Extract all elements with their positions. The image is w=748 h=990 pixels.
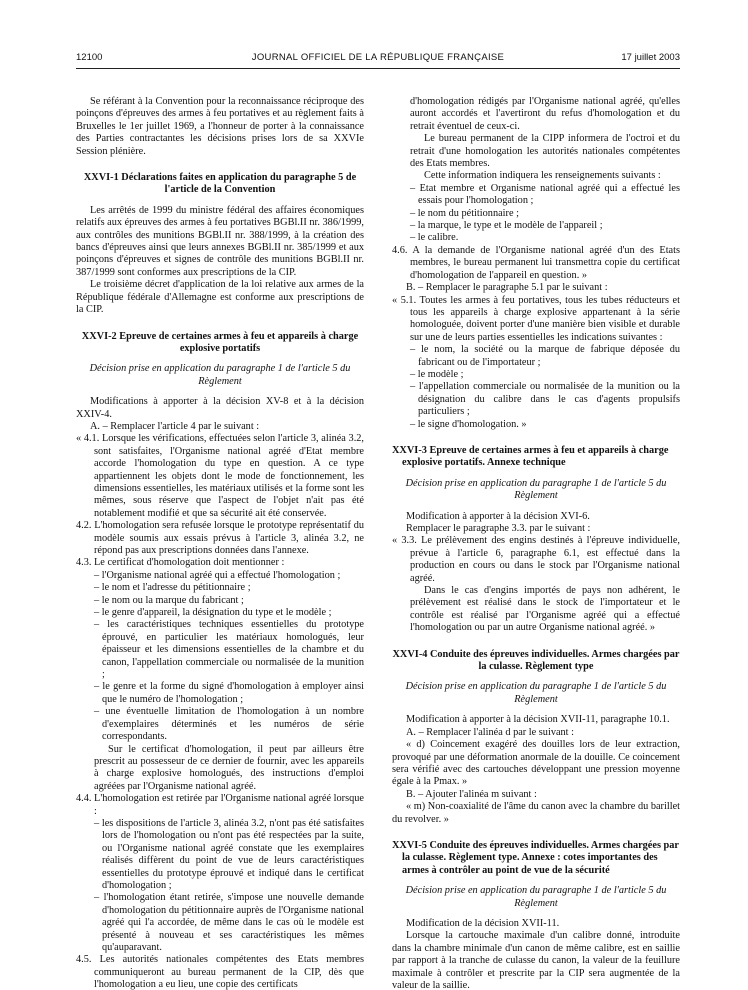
- article-4-5-continued: d'homologation rédigés par l'Organisme national agréé, qu'elles auront accordés et l'avertiront du refus d'homologation et du retrait éventuel de ceux-ci.: [410, 96, 680, 132]
- intro-paragraph: Se référant à la Convention pour la reconnaissance réciproque des poinçons d'épreuves des armes à feu portatives et au règlement faits à Bruxelles le 1er juillet 1969, a l'honneur de porter à la connaissance des Parties contractantes les décisions prises lors de sa XXVIe Session plénière.: [76, 96, 364, 157]
- s5-decision-note: Décision prise en application du paragraphe 1 de l'article 5 du Règlement: [405, 885, 667, 909]
- list-item: – le genre et la forme du signé d'homologation à employer ainsi que le numéro de l'homologation ;: [94, 681, 364, 705]
- s3-modification: Modification à apporter à la décision XVI-6.: [406, 510, 590, 522]
- paragraph-3-3: « 3.3. Le prélèvement des engins destinés à l'épreuve individuelle, prévue à l'article 6, paragraphe 6.1, est effectué dans la production en cours ou dans le stock par l'Organisme national agréé.: [392, 535, 680, 584]
- section-xxvi-4-title: XXVI-4 Conduite des épreuves individuelles. Armes chargées par la culasse. Règlement type: [392, 648, 680, 673]
- s4-decision-note: Décision prise en application du paragraphe 1 de l'article 5 du Règlement: [405, 681, 667, 705]
- page-header: [76, 52, 680, 66]
- s5-paragraph: Lorsque la cartouche maximale d'un calibre donné, introduite dans la chambre minimale d'un canon de même calibre, est en saillie par rapport à la tranche de culasse du canon, la valeur de la feuillure maximale à contrôler et prescrite par la CIP sera augmentée de la valeur de la saillie.: [392, 930, 680, 990]
- info-paragraph: Cette information indiquera les renseignements suivants :: [424, 170, 661, 182]
- list-item: – le nom du pétitionnaire ;: [410, 207, 519, 219]
- page-number: 12100: [76, 52, 103, 63]
- s2-modifications: Modifications à apporter à la décision XV-8 et à la décision XXIV-4.: [76, 396, 364, 420]
- section-xxvi-5-title: XXVI-5 Conduite des épreuves individuelles. Armes chargées par la culasse. Règlement type. Annexe : cotes importantes des armes à contrôler au point de vue de la sécurité: [392, 839, 679, 876]
- s4-instruction-b: B. – Ajouter l'alinéa m suivant :: [406, 788, 537, 800]
- list-item: – le modèle ;: [410, 368, 464, 380]
- section-xxvi-1-title: XXVI-1 Déclarations faites en application du paragraphe 5 de l'article de la Convention: [83, 172, 357, 196]
- left-column: [76, 96, 364, 990]
- list-item: – les dispositions de l'article 3, alinéa 3.2, n'ont pas été satisfaites lors de l'homologation ou n'ont pas été respectées par la suite, ou l'Organisme national agréé constate que les exemplaires réalisés diffèrent du point de vue de leurs caractéristiques essentielles du prototype éprouvé et indiqué dans le certificat d'homologation ;: [94, 817, 364, 891]
- list-item: – l'Organisme national agréé qui a effectué l'homologation ;: [94, 569, 341, 581]
- s5-modification: Modification de la décision XVII-11.: [406, 917, 560, 929]
- article-4-3-note: Sur le certificat d'homologation, il peut par ailleurs être prescrit au possesseur de ce dernier de fournir, avec les appareils à charge explosive homologués, des instructions d'emploi agréées par l'Organisme national agréé.: [94, 743, 364, 792]
- article-4-6: 4.6. A la demande de l'Organisme national agréé d'un des Etats membres, le bureau permanent lui transmettra copie du certificat d'homologation de l'appareil en question. »: [392, 244, 680, 281]
- list-item: – le nom et l'adresse du pétitionnaire ;: [94, 582, 251, 594]
- list-item: – le calibre.: [410, 232, 459, 244]
- list-item: – le nom, la société ou la marque de fabrique déposée du fabricant ou de l'importateur ;: [410, 344, 680, 368]
- s4-modification: Modification à apporter à la décision XVII-11, paragraphe 10.1.: [406, 714, 670, 726]
- instruction-b: B. – Remplacer le paragraphe 5.1 par le suivant :: [406, 282, 608, 294]
- s1-paragraph-2: Le troisième décret d'application de la loi relative aux armes de la République fédérale d'Allemagne est conforme aux prescriptions de la CIP.: [76, 279, 364, 316]
- list-item: – la marque, le type et le modèle de l'appareil ;: [410, 220, 603, 232]
- header-rule: [76, 68, 680, 69]
- paragraph-5-1: « 5.1. Toutes les armes à feu portatives, tous les tubes réducteurs et tous les appareils à charge explosive appartenant à la série homologuée, doivent porter d'une manière bien visible et durable sur une de leurs parties essentielles les indications suivantes :: [392, 294, 680, 343]
- s2-instruction-a: A. – Remplacer l'article 4 par le suivant :: [90, 420, 260, 432]
- article-4-5: 4.5. Les autorités nationales compétentes des Etats membres communiqueront au bureau permanent de la CIP, dès que l'homologation a eu lieu, une copie des certificats: [76, 954, 364, 990]
- article-4-3: 4.3. Le certificat d'homologation doit mentionner :: [76, 557, 285, 569]
- s4-instruction-a: A. – Remplacer l'alinéa d par le suivant :: [406, 726, 574, 738]
- list-item: – les caractéristiques techniques essentielles du prototype éprouvé, en particulier les matériaux homologués, leur épaisseur et les dimensions essentielles de la chambre et du canon, l'appellation commerciale ou normalisée de la munition ;: [94, 619, 364, 681]
- paragraph-3-3-b: Dans le cas d'engins importés de pays non adhérent, le prélèvement est réalisé dans le stock de l'importateur et le contrôle est réalisé par l'Organisme agréé qui a effectué l'homologation ou par un autre Organisme national agréé. »: [410, 585, 680, 634]
- list-item: – le nom ou la marque du fabricant ;: [94, 594, 244, 606]
- s4-alinea-d: « d) Coincement exagéré des douilles lors de leur extraction, provoqué par une déformation anormale de la douille. Ce coincement sera vérifié avec des cartouches développant une pression moyenne égale à la Pmax. »: [392, 739, 680, 788]
- list-item: – le genre d'appareil, la désignation du type et le modèle ;: [94, 607, 332, 619]
- article-4-4: 4.4. L'homologation est retirée par l'Organisme national agréé lorsque :: [76, 793, 364, 817]
- article-4-2: 4.2. L'homologation sera refusée lorsque le prototype représentatif du modèle soumis aux essais prévus à l'article 3, alinéa 3.2, ne répond pas aux prescriptions données dans l'annexe.: [76, 520, 364, 556]
- journal-title: JOURNAL OFFICIEL DE LA RÉPUBLIQUE FRANÇAISE: [251, 52, 505, 63]
- list-item: – Etat membre et Organisme national agréé qui a effectué les essais pour l'homologation ;: [410, 182, 680, 207]
- section-xxvi-3-title: XXVI-3 Epreuve de certaines armes à feu et appareils à charge explosive portatifs. Annexe technique: [392, 444, 669, 469]
- section-xxvi-2-title: XXVI-2 Epreuve de certaines armes à feu et appareils à charge explosive portatifs: [81, 330, 359, 354]
- list-item: – l'appellation commerciale ou normalisée de la munition ou la désignation du calibre dans le cas d'agents propulsifs particuliers ;: [410, 381, 680, 418]
- s3-replace: Remplacer le paragraphe 3.3. par le suivant :: [406, 523, 591, 534]
- list-item: – l'homologation étant retirée, s'impose une nouvelle demande d'homologation du pétitionnaire auprès de l'Organisme national agréé qui l'a accordée, de même dans le cas où le modèle est présenté à nouveau et ses caractéristiques les mêmes qu'auparavant.: [94, 892, 364, 953]
- article-4-1: « 4.1. Lorsque les vérifications, effectuées selon l'article 3, alinéa 3.2, sont satisfaites, l'Organisme national agréé d'Etat membre accorde l'homologation du type en question. A ce type appartiennent les objets dont le mode de fonctionnement, les dimensions essentielles, les matériaux utilisés et la forme sont les mêmes, sous réserve que l'aspect de l'objet n'ait pas été notablement modifié et que sa sécurité ait été conservée.: [76, 433, 364, 519]
- bureau-paragraph: Le bureau permanent de la CIPP informera de l'octroi et du retrait d'une homologation les autorités nationales compétentes des Etats membres.: [410, 133, 680, 170]
- right-column: [392, 96, 680, 990]
- list-item: – une éventuelle limitation de l'homologation à un nombre d'exemplaires déterminés et les numéros de série correspondants.: [94, 706, 364, 743]
- s1-paragraph-1: Les arrêtés de 1999 du ministre fédéral des affaires économiques relatifs aux épreuves des armes à feu portatives BGBl.II nr. 386/1999, aux contrôles des munitions BGBl.II nr. 388/1999, à la création des bancs d'épreuves ainsi que leurs annexes BGBl.II nr. 385/1999 et aux poinçons d'épreuves et signes de contrôle des munitions BGBl.II nr. 387/1999 sont conformes aux prescriptions de la CIP.: [76, 204, 364, 278]
- list-item: – le signe d'homologation. »: [410, 418, 527, 430]
- publication-date: 17 juillet 2003: [621, 52, 680, 63]
- s3-decision-note: Décision prise en application du paragraphe 1 de l'article 5 du Règlement: [405, 477, 667, 502]
- s2-decision-note: Décision prise en application du paragraphe 1 de l'article 5 du Règlement: [89, 363, 351, 387]
- s4-alinea-m: « m) Non-coaxialité de l'âme du canon avec la chambre du barillet du revolver. »: [392, 801, 680, 825]
